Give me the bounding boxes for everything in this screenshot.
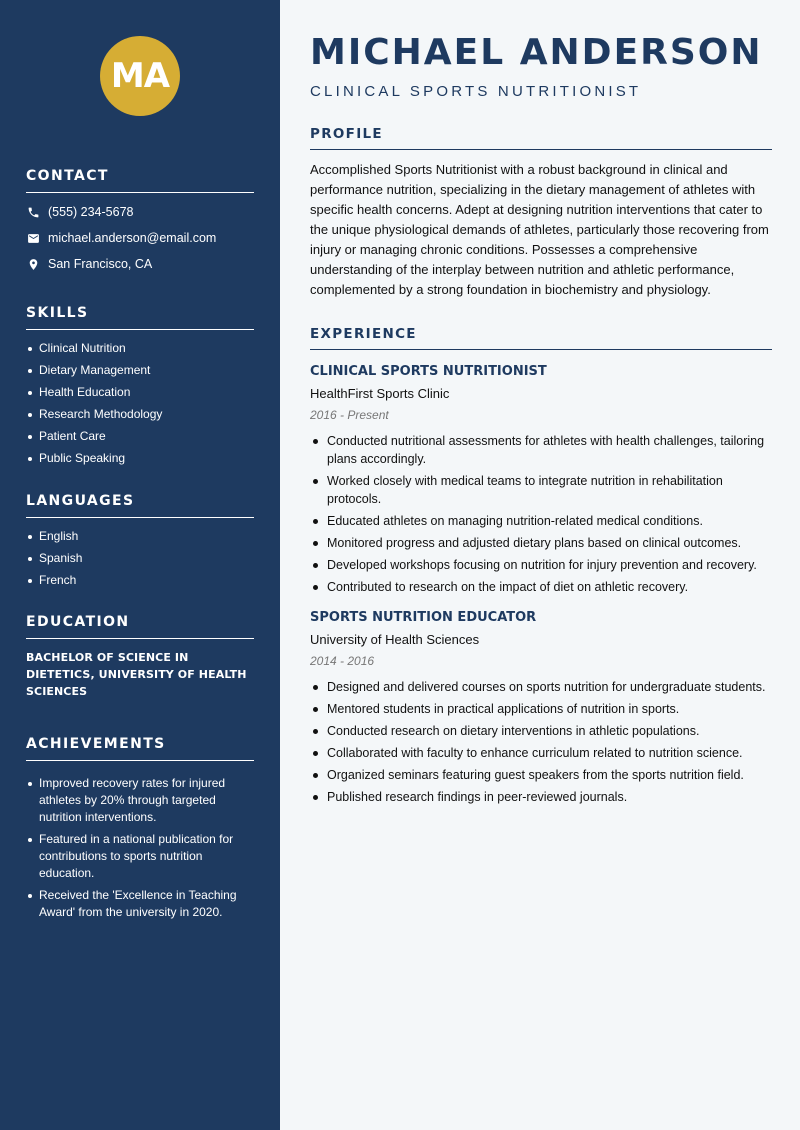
- job-dates: 2016 - Present: [310, 408, 389, 422]
- list-item: Spanish: [26, 550, 254, 567]
- languages-heading: LANGUAGES: [26, 493, 254, 518]
- education-heading: EDUCATION: [26, 614, 254, 639]
- location-pin-icon: [26, 257, 40, 271]
- contact-section: [26, 168, 254, 272]
- languages-section: [26, 493, 254, 589]
- contact-phone: [26, 204, 254, 220]
- profile-heading: PROFILE: [310, 126, 772, 150]
- list-item: Mentored students in practical applications of nutrition in sports.: [310, 700, 772, 718]
- list-item: Featured in a national publication for contributions to sports nutrition education.: [26, 831, 254, 882]
- list-item: French: [26, 572, 254, 589]
- contact-location: [26, 256, 254, 272]
- job-title: CLINICAL SPORTS NUTRITIONIST: [310, 83, 642, 100]
- skills-section: [26, 305, 254, 467]
- main-content: [310, 32, 772, 810]
- list-item: Patient Care: [26, 428, 254, 445]
- skills-list: [26, 340, 254, 467]
- degree-text: BACHELOR OF SCIENCE IN DIETETICS, UNIVERSITY OF HEALTH SCIENCES: [26, 651, 247, 698]
- list-item: Collaborated with faculty to enhance curriculum related to nutrition science.: [310, 744, 772, 762]
- job-dates: 2014 - 2016: [310, 654, 375, 668]
- list-item: Monitored progress and adjusted dietary plans based on clinical outcomes.: [310, 534, 772, 552]
- job-entry-title: CLINICAL SPORTS NUTRITIONIST: [310, 364, 547, 379]
- languages-list: [26, 528, 254, 589]
- list-item: Educated athletes on managing nutrition-related medical conditions.: [310, 512, 772, 530]
- mail-icon: [26, 231, 40, 245]
- avatar: MA: [100, 36, 180, 116]
- list-item: Research Methodology: [26, 406, 254, 423]
- achievements-section: [26, 736, 254, 921]
- list-item: Worked closely with medical teams to integrate nutrition in rehabilitation protocols.: [310, 472, 772, 508]
- company-name: HealthFirst Sports Clinic: [310, 386, 450, 401]
- job-entry: [310, 610, 772, 806]
- contact-heading: CONTACT: [26, 168, 254, 193]
- location-text: San Francisco, CA: [48, 257, 153, 271]
- list-item: Conducted research on dietary interventions in athletic populations.: [310, 722, 772, 740]
- job-bullets: [310, 432, 772, 596]
- list-item: Contributed to research on the impact of diet on athletic recovery.: [310, 578, 772, 596]
- list-item: Organized seminars featuring guest speakers from the sports nutrition field.: [310, 766, 772, 784]
- experience-heading: EXPERIENCE: [310, 326, 772, 350]
- company-name: University of Health Sciences: [310, 632, 480, 647]
- experience-section: [310, 326, 772, 806]
- education-section: [26, 614, 254, 700]
- job-bullets: [310, 678, 772, 806]
- list-item: Dietary Management: [26, 362, 254, 379]
- list-item: Published research findings in peer-reviewed journals.: [310, 788, 772, 806]
- job-entry-title: SPORTS NUTRITION EDUCATOR: [310, 610, 537, 625]
- list-item: Developed workshops focusing on nutrition for injury prevention and recovery.: [310, 556, 772, 574]
- list-item: Clinical Nutrition: [26, 340, 254, 357]
- email-text: michael.anderson@email.com: [48, 231, 217, 245]
- phone-text: (555) 234-5678: [48, 205, 134, 219]
- sidebar: [0, 0, 280, 1130]
- achievements-list: [26, 775, 254, 921]
- skills-heading: SKILLS: [26, 305, 254, 330]
- phone-icon: [26, 205, 40, 219]
- list-item: Improved recovery rates for injured athletes by 20% through targeted nutrition interventions.: [26, 775, 254, 826]
- job-entry: [310, 364, 772, 596]
- list-item: Received the 'Excellence in Teaching Award' from the university in 2020.: [26, 887, 254, 921]
- achievements-heading: ACHIEVEMENTS: [26, 736, 254, 761]
- list-item: Public Speaking: [26, 450, 254, 467]
- profile-text: Accomplished Sports Nutritionist with a robust background in clinical and performance nutrition, specializing in the dietary management of athletes with specific health concerns. Adept at designing nutrition interventions that cater to the unique physiological demands of athletes, particularly those recovering from injury or managing chronic conditions. Possesses a comprehensive understanding of the interplay between nutrition and athletic performance, complemented by a strong foundation in biochemistry and physiology.: [310, 162, 769, 297]
- profile-section: [310, 126, 772, 300]
- list-item: Health Education: [26, 384, 254, 401]
- contact-email: [26, 230, 254, 246]
- list-item: Designed and delivered courses on sports nutrition for undergraduate students.: [310, 678, 772, 696]
- list-item: English: [26, 528, 254, 545]
- list-item: Conducted nutritional assessments for athletes with health challenges, tailoring plans accordingly.: [310, 432, 772, 468]
- person-name: MICHAEL ANDERSON: [310, 32, 763, 73]
